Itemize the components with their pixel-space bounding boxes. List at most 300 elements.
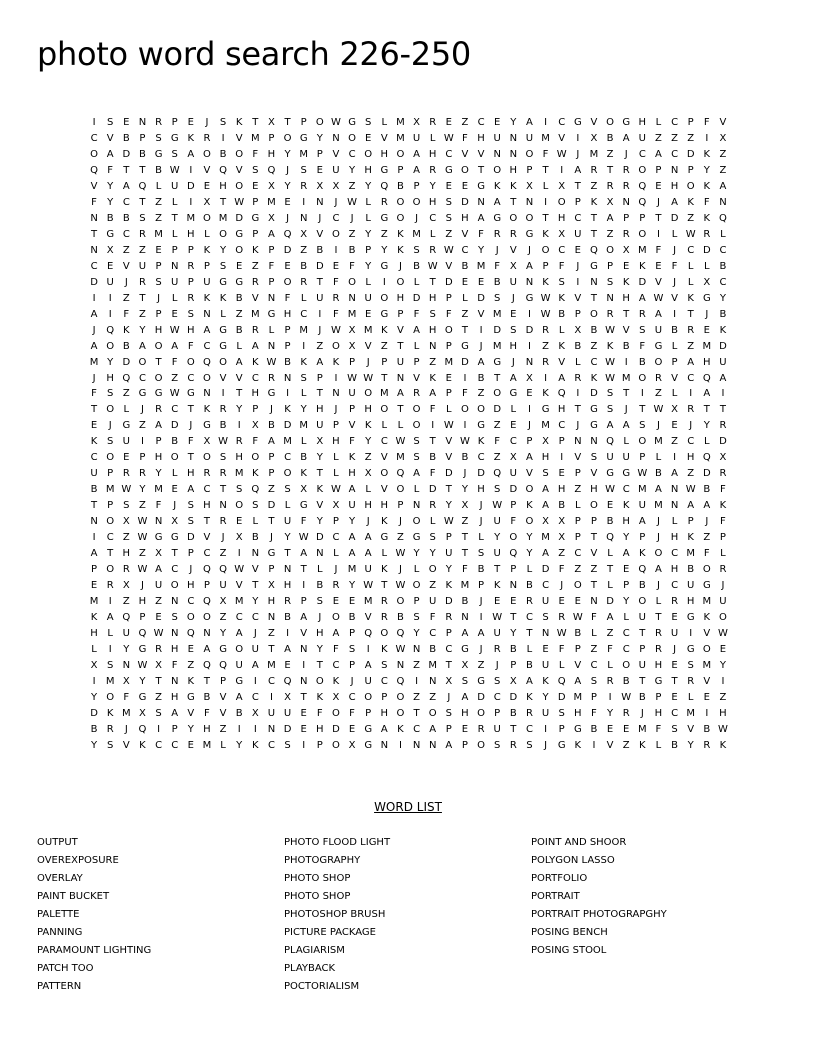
grid-letter: M [492,308,502,320]
word-list-item: PHOTO SHOP [284,891,351,902]
grid-letter: C [429,212,437,224]
grid-letter: W [443,132,454,144]
grid-letter: G [219,340,227,352]
grid-letter: J [656,420,660,432]
grid-letter: J [479,643,483,655]
grid-letter: H [686,452,695,464]
grid-letter: P [349,659,356,671]
grid-row [86,450,731,466]
grid-letter: S [590,452,598,464]
grid-letter: W [443,244,454,256]
grid-letter: K [203,404,211,416]
grid-letter: W [492,500,503,512]
grid-letter: Y [526,532,533,544]
grid-letter: C [413,723,421,735]
grid-letter: U [638,659,646,671]
grid-letter: J [656,196,660,208]
grid-letter: O [106,691,115,703]
grid-letter: H [509,164,518,176]
grid-letter: X [106,244,114,256]
grid-letter: J [479,516,483,528]
grid-letter: R [203,468,211,480]
grid-letter: D [315,532,324,544]
grid-letter: H [477,484,485,496]
grid-letter: E [526,388,533,400]
grid-letter: S [107,659,114,671]
grid-letter: K [590,372,598,384]
grid-letter: V [316,500,324,512]
grid-letter: Z [687,468,695,480]
grid-letter: I [366,643,370,655]
grid-letter: P [510,564,517,576]
grid-letter: P [300,117,307,128]
grid-letter: G [235,276,244,288]
grid-letter: I [608,691,612,703]
grid-letter: R [300,276,308,288]
grid-letter: A [413,148,420,160]
grid-letter: Z [380,228,388,240]
grid-letter: G [541,404,550,416]
grid-letter: I [382,276,386,288]
grid-letter: Q [106,324,115,336]
grid-letter: V [332,148,340,160]
grid-letter: E [300,723,307,735]
grid-letter: Q [590,244,598,256]
grid-letter: J [527,420,531,432]
grid-letter: G [235,675,244,687]
grid-letter: C [348,691,356,703]
grid-letter: L [704,260,710,272]
grid-letter: X [268,212,275,224]
grid-letter: R [606,675,614,687]
grid-letter: V [622,324,630,336]
grid-letter: W [330,117,341,128]
grid-letter: X [268,580,275,592]
grid-letter: L [300,292,307,304]
grid-letter: Q [203,356,211,368]
grid-letter: O [380,628,389,639]
grid-letter: H [461,212,469,224]
grid-letter: A [90,308,98,320]
grid-letter: I [560,164,564,176]
grid-letter: L [429,516,436,528]
grid-letter: R [187,292,195,304]
grid-letter: V [558,132,566,144]
grid-letter: B [590,324,598,336]
grid-letter: M [686,707,695,719]
grid-letter: A [413,468,420,480]
grid-letter: J [318,324,322,336]
grid-letter: B [348,612,356,624]
grid-letter: X [122,675,130,687]
grid-letter: M [637,244,647,256]
grid-letter: R [703,739,711,751]
grid-letter: F [510,516,517,528]
grid-letter: M [637,484,647,496]
grid-letter: X [171,516,179,528]
grid-letter: P [542,260,549,272]
grid-letter: R [122,468,130,480]
grid-letter: A [638,516,646,528]
grid-letter: Z [364,452,372,464]
grid-letter: L [413,564,420,576]
grid-letter: L [397,420,404,432]
grid-letter: E [284,659,291,671]
grid-letter: X [122,580,130,592]
grid-letter: P [284,324,291,336]
grid-letter: G [235,228,244,240]
grid-letter: V [590,548,598,560]
grid-letter: O [380,292,389,304]
grid-letter: W [330,324,341,336]
grid-letter: D [606,596,614,608]
grid-row [86,578,731,594]
grid-letter: K [348,452,356,464]
grid-letter: I [576,276,580,288]
grid-letter: I [108,308,112,320]
grid-letter: G [380,212,389,224]
grid-letter: V [461,148,469,160]
grid-letter: T [155,675,162,687]
grid-letter: R [219,468,227,480]
grid-letter: B [719,260,727,272]
grid-letter: M [396,132,405,144]
grid-letter: A [364,659,372,671]
grid-letter: O [283,468,292,480]
grid-letter: T [381,580,388,592]
grid-letter: B [671,324,678,336]
grid-letter: X [203,436,211,448]
grid-letter: L [333,468,339,480]
grid-letter: E [332,260,340,272]
grid-letter: X [203,196,211,208]
grid-letter: V [703,628,711,639]
grid-letter: O [493,388,502,400]
grid-letter: X [542,436,549,448]
grid-letter: N [380,739,389,751]
grid-letter: C [267,739,275,751]
grid-letter: V [348,420,356,432]
grid-letter: Y [510,117,517,128]
grid-letter: T [220,484,227,496]
grid-letter: F [703,196,710,208]
grid-letter: P [590,516,597,528]
grid-letter: Y [413,628,420,639]
grid-letter: O [686,180,695,192]
grid-letter: Y [107,180,114,192]
grid-letter: W [556,628,567,639]
grid-letter: V [719,117,727,128]
grid-letter: A [703,388,711,400]
grid-letter: I [189,164,193,176]
grid-letter: E [719,643,727,655]
grid-letter: K [139,739,146,751]
grid-letter: W [153,628,164,639]
grid-letter: O [638,164,647,176]
grid-letter: D [444,276,453,288]
grid-letter: G [444,164,453,176]
grid-letter: E [510,308,517,320]
grid-letter: W [621,691,632,703]
grid-letter: F [349,260,355,272]
grid-letter: O [170,580,179,592]
grid-letter: Y [349,580,356,592]
grid-letter: W [347,196,357,208]
grid-letter: J [511,292,515,304]
grid-letter: O [396,484,405,496]
grid-letter: Q [606,436,614,448]
grid-letter: K [187,132,195,144]
grid-letter: K [719,739,727,751]
grid-letter: U [154,580,163,592]
grid-letter: N [316,548,324,560]
grid-letter: E [606,500,614,512]
grid-letter: Y [139,324,146,336]
grid-letter: O [541,244,550,256]
grid-letter: P [445,532,452,544]
grid-letter: Q [396,628,405,639]
grid-letter: J [624,148,628,160]
grid-letter: O [622,659,631,671]
word-list-column-3 [531,834,667,960]
grid-letter: W [443,420,454,432]
grid-letter: L [671,228,678,240]
grid-letter: Q [219,164,227,176]
grid-letter: G [686,643,695,655]
grid-row [86,307,731,323]
grid-letter: R [106,580,114,592]
grid-letter: C [267,675,275,687]
grid-letter: E [574,244,581,256]
grid-letter: P [381,356,388,368]
grid-letter: O [90,148,98,160]
grid-letter: F [558,260,565,272]
grid-letter: X [558,228,566,240]
grid-letter: Y [510,628,517,639]
grid-letter: C [106,532,114,544]
grid-letter: K [477,436,485,448]
grid-letter: Y [526,548,533,560]
grid-letter: D [719,340,727,352]
grid-letter: Z [413,659,420,671]
grid-letter: R [606,308,614,320]
grid-letter: P [155,260,162,272]
grid-letter: G [251,212,260,224]
grid-letter: R [622,707,630,719]
grid-letter: F [720,516,726,528]
grid-letter: F [703,117,710,128]
grid-letter: M [476,260,486,272]
grid-letter: P [687,516,694,528]
grid-letter: Q [251,484,260,496]
grid-letter: P [558,436,565,448]
grid-letter: B [284,356,291,368]
grid-letter: M [654,500,663,512]
grid-letter: R [574,372,582,384]
grid-letter: C [477,117,485,128]
grid-letter: R [380,612,388,624]
grid-letter: Y [252,596,259,608]
grid-letter: X [558,532,566,544]
grid-letter: S [494,484,501,496]
grid-letter: W [717,628,728,639]
grid-letter: B [606,132,614,144]
grid-letter: T [91,500,98,512]
grid-letter: E [365,308,372,320]
grid-letter: X [364,468,372,480]
grid-letter: D [493,404,502,416]
grid-letter: H [283,308,292,320]
grid-letter: T [429,276,436,288]
grid-letter: Y [155,468,162,480]
grid-letter: F [171,356,178,368]
grid-letter: I [92,117,96,128]
grid-row [86,291,731,307]
grid-letter: H [203,723,211,735]
grid-letter: E [123,452,130,464]
grid-letter: G [493,356,502,368]
grid-letter: S [107,388,114,400]
word-list-item: PANNING [37,927,83,938]
grid-letter: J [350,675,354,687]
grid-letter: Z [703,532,711,544]
grid-letter: S [671,723,678,735]
grid-letter: B [90,723,98,735]
grid-letter: Q [719,212,727,224]
grid-letter: B [155,164,162,176]
grid-letter: T [252,117,259,128]
grid-letter: A [106,612,114,624]
grid-letter: T [607,164,614,176]
grid-letter: Q [203,596,211,608]
grid-letter: M [154,228,163,240]
grid-letter: O [203,372,211,384]
grid-letter: X [300,228,308,240]
grid-letter: P [268,452,275,464]
grid-letter: P [381,691,388,703]
grid-letter: S [139,212,146,224]
grid-letter: T [284,548,291,560]
grid-letter: Y [461,484,468,496]
grid-letter: T [252,580,259,592]
grid-letter: Z [493,452,501,464]
grid-letter: D [557,691,566,703]
grid-letter: S [187,308,194,320]
grid-row [86,498,731,514]
word-list-item: PHOTO SHOP [284,873,351,884]
grid-letter: Y [316,452,323,464]
grid-letter: L [687,276,694,288]
grid-letter: H [106,372,114,384]
grid-letter: M [589,148,599,160]
grid-letter: O [493,164,502,176]
grid-letter: R [380,596,388,608]
grid-letter: G [654,340,663,352]
grid-letter: R [622,180,630,192]
grid-letter: J [92,372,96,384]
grid-letter: Z [122,244,130,256]
grid-letter: V [380,132,388,144]
grid-letter: H [719,707,727,719]
word-list-item: OVEREXPOSURE [37,855,119,866]
grid-letter: F [107,164,114,176]
grid-letter: L [591,628,597,639]
grid-letter: Z [139,420,146,432]
grid-letter: G [138,643,147,655]
grid-letter: D [186,180,195,192]
grid-letter: T [478,164,485,176]
grid-letter: C [332,659,340,671]
grid-letter: P [397,308,404,320]
grid-letter: W [169,164,180,176]
grid-letter: D [235,212,244,224]
grid-letter: M [186,212,196,224]
grid-letter: C [671,117,679,128]
grid-letter: N [267,723,276,735]
grid-letter: F [316,707,323,719]
grid-letter: N [396,372,405,384]
grid-letter: J [205,117,209,128]
grid-letter: H [654,707,663,719]
grid-letter: G [702,580,711,592]
grid-letter: L [107,628,113,639]
grid-letter: Y [429,548,436,560]
grid-letter: O [154,340,163,352]
grid-letter: K [300,356,307,368]
grid-letter: E [284,196,291,208]
grid-letter: N [590,436,598,448]
grid-letter: G [622,468,631,480]
grid-letter: Y [187,723,194,735]
grid-letter: O [235,180,244,192]
grid-letter: D [477,691,485,703]
grid-letter: V [380,452,388,464]
grid-letter: N [203,628,211,639]
grid-letter: O [654,548,663,560]
grid-letter: E [203,180,211,192]
grid-letter: X [139,707,146,719]
grid-letter: J [318,212,322,224]
grid-letter: O [525,484,534,496]
grid-letter: A [332,628,340,639]
grid-letter: P [574,532,581,544]
grid-row [86,514,731,530]
grid-letter: A [526,675,533,687]
grid-row [86,530,731,546]
grid-letter: E [155,612,162,624]
grid-letter: P [252,228,259,240]
grid-letter: G [461,340,469,352]
grid-letter: I [656,228,660,240]
grid-letter: S [155,707,162,719]
grid-row [86,706,731,722]
grid-letter: J [721,580,725,592]
grid-letter: V [526,468,533,480]
grid-letter: L [252,516,259,528]
grid-letter: I [624,356,628,368]
grid-letter: E [461,276,469,288]
word-list-item: PORTRAIT [531,891,580,902]
grid-letter: H [364,404,372,416]
grid-letter: E [348,723,356,735]
grid-letter: P [252,404,259,416]
grid-letter: I [269,691,273,703]
grid-letter: Y [91,739,98,751]
grid-letter: W [492,612,503,624]
grid-letter: I [705,707,709,719]
grid-letter: W [605,356,615,368]
grid-row [86,323,731,339]
